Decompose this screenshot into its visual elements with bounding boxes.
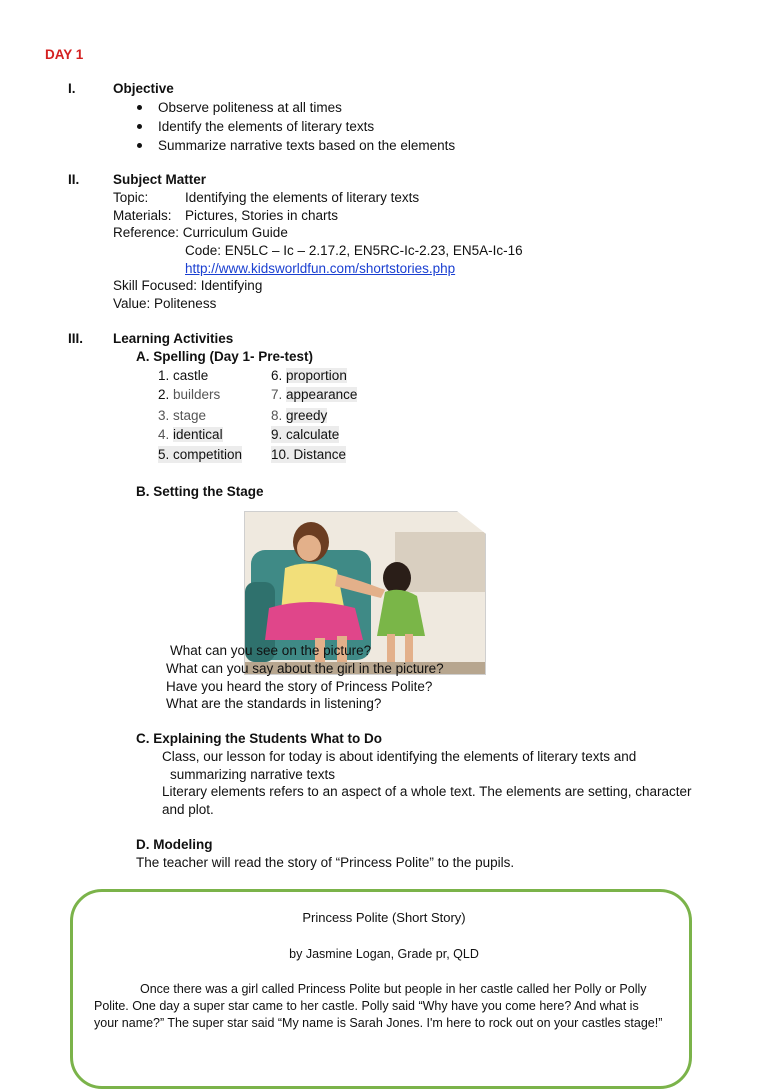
story-byline: by Jasmine Logan, Grade pr, QLD	[289, 947, 479, 961]
section-title-objective: Objective	[113, 81, 174, 96]
reference-link[interactable]: http://www.kidsworldfun.com/shortstories.php	[185, 261, 456, 276]
spelling-item	[158, 446, 242, 463]
spelling-number: 3.	[158, 408, 170, 423]
spelling-word: builders	[173, 387, 221, 402]
objective-item: Identify the elements of literary texts	[158, 119, 375, 134]
spelling-word: proportion	[286, 368, 347, 383]
explain-text: summarizing narrative texts	[170, 767, 336, 782]
story-text: Polite. One day a super star came to her castle. Polly said “Why have you come here? And what is	[94, 999, 639, 1013]
materials-label: Materials:	[113, 208, 172, 223]
spelling-item	[158, 386, 220, 403]
modeling-text: The teacher will read the story of “Princess Polite” to the pupils.	[136, 855, 515, 870]
section-title-learning: Learning Activities	[113, 331, 234, 346]
question-line: What can you see on the picture?	[170, 643, 372, 658]
code-line: Code: EN5LC – Ic – 2.17.2, EN5RC-Ic-2.23, EN5A-Ic-16	[185, 243, 523, 258]
spelling-number: 9.	[271, 427, 283, 442]
spelling-number: 4.	[158, 427, 170, 442]
section-number-learning: III.	[68, 331, 84, 346]
skill-line: Skill Focused: Identifying	[113, 278, 263, 293]
spelling-item	[158, 367, 208, 384]
story-text: your name?” The super star said “My name is Sarah Jones. I'm here to rock out on your castles stage!”	[94, 1016, 663, 1030]
spelling-number: 10.	[271, 447, 290, 462]
setting-title: B. Setting the Stage	[136, 484, 264, 499]
spelling-word: stage	[173, 408, 207, 423]
spelling-item	[271, 407, 327, 424]
bullet-icon	[137, 124, 142, 129]
spelling-title: A. Spelling (Day 1- Pre-test)	[136, 349, 314, 364]
section-number-subject: II.	[68, 172, 80, 187]
bullet-icon	[137, 143, 142, 148]
objective-item: Observe politeness at all times	[158, 100, 342, 115]
spelling-item	[271, 426, 339, 443]
spelling-number: 5.	[158, 447, 170, 462]
spelling-word: Distance	[293, 447, 347, 462]
spelling-word: castle	[173, 368, 209, 383]
spelling-number: 8.	[271, 408, 283, 423]
spelling-item	[271, 386, 357, 403]
spelling-number: 7.	[271, 387, 283, 402]
spelling-item	[158, 426, 223, 443]
section-title-subject: Subject Matter	[113, 172, 207, 187]
question-line: What are the standards in listening?	[166, 696, 382, 711]
spelling-word: competition	[173, 447, 243, 462]
story-title: Princess Polite (Short Story)	[302, 910, 466, 925]
spelling-item	[158, 407, 206, 424]
modeling-title: D. Modeling	[136, 837, 213, 852]
spelling-number: 1.	[158, 368, 170, 383]
objective-item: Summarize narrative texts based on the elements	[158, 138, 456, 153]
day-heading: DAY 1	[45, 47, 84, 62]
explain-text: and plot.	[162, 802, 214, 817]
bullet-icon	[137, 105, 142, 110]
section-number-objective: I.	[68, 81, 76, 96]
explaining-title: C. Explaining the Students What to Do	[136, 731, 382, 746]
explain-text: Literary elements refers to an aspect of a whole text. The elements are setting, character	[162, 784, 692, 799]
topic-label: Topic:	[113, 190, 149, 205]
question-line: What can you say about the girl in the picture?	[166, 661, 444, 676]
spelling-word: appearance	[286, 387, 358, 402]
question-line: Have you heard the story of Princess Polite?	[166, 679, 433, 694]
story-text: Once there was a girl called Princess Polite but people in her castle called her Polly or Polly	[140, 982, 647, 996]
spelling-word: calculate	[286, 427, 340, 442]
spelling-word: greedy	[286, 408, 328, 423]
topic-value: Identifying the elements of literary texts	[185, 190, 420, 205]
materials-value: Pictures, Stories in charts	[185, 208, 339, 223]
reference-line: Reference: Curriculum Guide	[113, 225, 288, 240]
spelling-item	[271, 367, 347, 384]
spelling-word: identical	[173, 427, 223, 442]
explain-text: Class, our lesson for today is about identifying the elements of literary texts and	[162, 749, 637, 764]
spelling-number: 6.	[271, 368, 283, 383]
value-line: Value: Politeness	[113, 296, 217, 311]
spelling-number: 2.	[158, 387, 170, 402]
spelling-item	[271, 446, 346, 463]
